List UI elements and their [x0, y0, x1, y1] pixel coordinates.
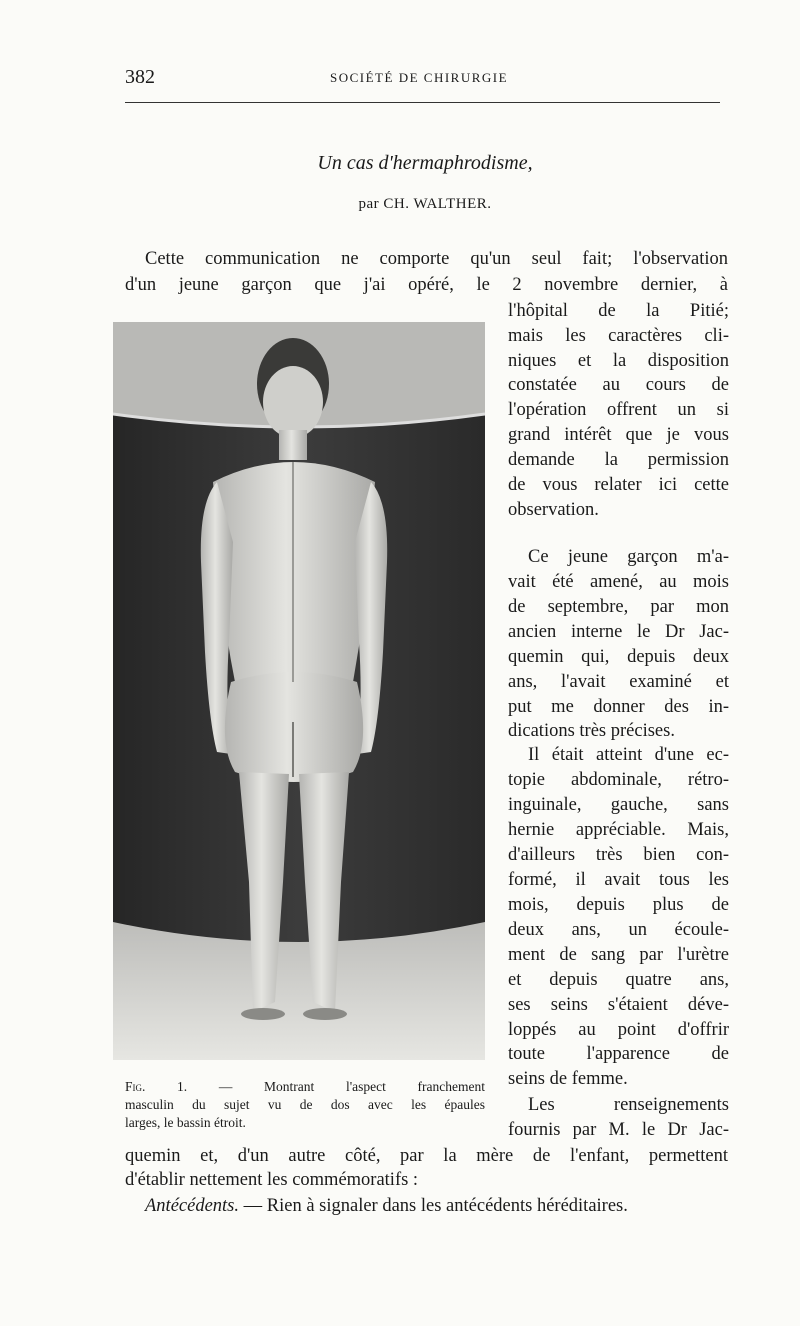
column-line: de septembre, par mon: [508, 597, 729, 617]
column-line: quemin qui, depuis deux: [508, 647, 729, 667]
body-line: quemin et, d'un autre côté, par la mère de l'enfant, permettent: [125, 1146, 728, 1166]
column-line: demande la permission: [508, 450, 729, 470]
caption-line: masculin du sujet vu de dos avec les épaules: [125, 1097, 485, 1112]
column-line: dications très précises.: [508, 721, 675, 741]
column-line: put me donner des in-: [508, 697, 729, 717]
caption-label: Fig. 1.: [125, 1079, 188, 1094]
antecedents-line: [125, 1197, 728, 1216]
column-line: constatée au cours de: [508, 375, 729, 395]
column-line: et depuis quatre ans,: [508, 970, 729, 990]
body-line: d'établir nettement les commémoratifs :: [125, 1170, 419, 1190]
article-author: par CH. WALTHER.: [358, 196, 492, 212]
page-number: 382: [125, 66, 155, 88]
column-line: inguinale, gauche, sans: [508, 795, 729, 815]
column-line: Il était atteint d'une ec-: [528, 745, 729, 765]
column-line: mois, depuis plus de: [508, 895, 729, 915]
column-line: vait été amené, au mois: [508, 572, 729, 592]
column-line: grand intérêt que je vous: [508, 425, 729, 445]
column-line: d'ailleurs très bien con-: [508, 845, 729, 865]
article-title: Un cas d'hermaphrodisme,: [317, 152, 533, 174]
caption-line: [125, 1078, 485, 1096]
column-line: formé, il avait tous les: [508, 870, 729, 890]
column-line: l'opération offrent un si: [508, 400, 729, 420]
column-line: mais les caractères cli-: [508, 326, 729, 346]
header-rule: [125, 102, 720, 103]
figure-caption: [125, 1078, 485, 1132]
antecedents-text: — Rien à signaler dans les antécédents héréditaires.: [239, 1196, 628, 1216]
body-line: d'un jeune garçon que j'ai opéré, le 2 novembre dernier, à: [125, 275, 728, 295]
column-line: fournis par M. le Dr Jac-: [508, 1120, 729, 1140]
column-line: Les renseignements: [528, 1095, 729, 1115]
column-line: observation.: [508, 500, 599, 520]
caption-text: — Montrant l'aspect franchement: [187, 1079, 485, 1094]
running-head: SOCIÉTÉ DE CHIRURGIE: [330, 70, 509, 85]
column-line: topie abdominale, rétro-: [508, 770, 729, 790]
antecedents-label: Antécédents.: [145, 1196, 239, 1216]
column-line: ancien interne le Dr Jac-: [508, 622, 729, 642]
column-line: hernie appréciable. Mais,: [508, 820, 729, 840]
column-line: deux ans, un écoule-: [508, 920, 729, 940]
column-line: ses seins s'étaient déve-: [508, 995, 729, 1015]
figure-photograph: [113, 322, 485, 1060]
figure-illustration: [113, 322, 485, 1060]
column-line: loppés au point d'offrir: [508, 1020, 729, 1040]
caption-line: larges, le bassin étroit.: [125, 1115, 246, 1130]
column-line: seins de femme.: [508, 1069, 628, 1089]
column-line: l'hôpital de la Pitié;: [508, 301, 729, 321]
column-line: toute l'apparence de: [508, 1044, 729, 1064]
column-line: niques et la disposition: [508, 351, 729, 371]
body-line: Cette communication ne comporte qu'un seul fait; l'observation: [145, 249, 728, 269]
column-line: ans, l'avait examiné et: [508, 672, 729, 692]
column-line: Ce jeune garçon m'a-: [528, 547, 729, 567]
column-line: de vous relater ici cette: [508, 475, 729, 495]
column-line: ment de sang par l'urètre: [508, 945, 729, 965]
page-header: [125, 66, 720, 90]
